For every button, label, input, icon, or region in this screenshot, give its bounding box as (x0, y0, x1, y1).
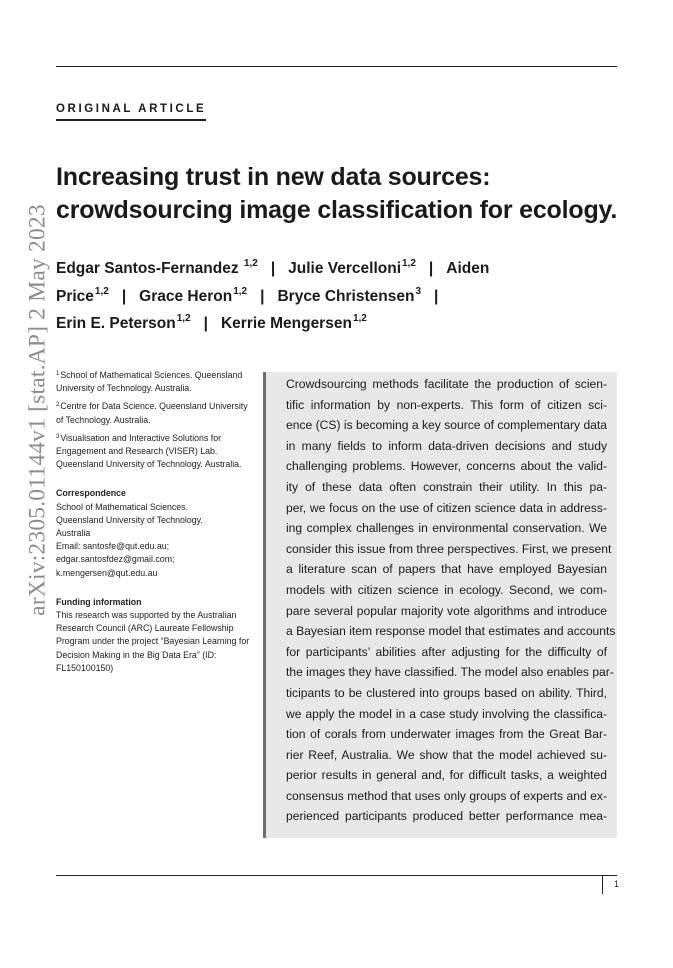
affiliation-text: School of Mathematical Sciences. Queensland University of Technology. Australia. (56, 370, 243, 394)
correspondence-email[interactable]: edgar.santosfdez@gmail.com; (56, 554, 175, 565)
article-category: ORIGINAL ARTICLE (56, 103, 206, 121)
funding-text: This research was supported by the Australian Research Council (ARC) Laureate Fellowship Program under the project “Bayesian Learning for Decision Making in the Big Data Era” (ID: FL150100150) (56, 610, 250, 673)
abstract-line: models with citizen science in ecology. Second, we com- (286, 582, 607, 597)
abstract-line: the images they have classified. The model also enables par- (286, 665, 614, 680)
abstract-line: pare several popular majority vote algorithms and introduce (286, 603, 607, 618)
author-line (56, 255, 526, 283)
author-list (56, 255, 526, 338)
abstract-line: per, we focus on the use of citizen science data in address- (286, 500, 607, 515)
footer-rule (56, 875, 617, 876)
author-name: Grace Heron (139, 287, 233, 305)
author-separator: | (428, 260, 434, 277)
sidebar-info (56, 369, 251, 675)
author-affiliation: 1,2 (352, 313, 367, 324)
author-name: Erin E. Peterson (56, 315, 176, 332)
correspondence-line: Queensland University of Technology. (56, 514, 203, 525)
author-line (56, 310, 526, 338)
abstract-line: ing complex challenges in environmental conservation. We (286, 521, 607, 536)
author-affiliation: 1,2 (243, 258, 258, 269)
author-name: Julie Vercelloni (288, 260, 402, 277)
affiliation-number: 3 (56, 433, 60, 440)
author-affiliation: 1,2 (176, 313, 191, 324)
affiliation (56, 432, 251, 472)
author-separator: | (434, 287, 439, 305)
abstract-line: we apply the model in a case study involving the classifica- (286, 706, 607, 721)
author-separator: | (203, 315, 208, 332)
affiliation-number: 1 (56, 371, 60, 377)
title-line: Increasing trust in new data sources: (56, 163, 491, 191)
correspondence-email[interactable]: Email: santosfe@qut.edu.au; (56, 541, 170, 552)
abstract-line: tific information by non-experts. This form of citizen sci- (286, 397, 607, 412)
abstract (263, 372, 617, 838)
title-line: crowdsourcing image classification for ecology. (56, 196, 618, 224)
abstract-line: perienced participants produced better performance mea- (286, 809, 607, 824)
correspondence-line: Australia (56, 528, 91, 539)
correspondence-line: School of Mathematical Sciences. (56, 501, 189, 512)
correspondence-heading: Correspondence (56, 488, 126, 499)
author-separator: | (260, 287, 265, 305)
affiliation (56, 369, 251, 395)
author-affiliation: 1,2 (233, 285, 248, 297)
abstract-line: perior results in general and, for difficult tasks, a weighted (286, 768, 607, 783)
abstract-line: ticipants to be clustered into groups based on ability. Third, (286, 685, 607, 700)
abstract-line: a Bayesian item response model that estimates and accounts (286, 624, 616, 639)
author-line (56, 283, 526, 311)
author-name: Bryce Christensen (277, 287, 415, 305)
abstract-line: rier Reef, Australia. We show that the model achieved su- (286, 747, 607, 762)
abstract-line: for participants’ abilities after adjusting for the difficulty of (286, 644, 607, 659)
correspondence-email[interactable]: k.mengersen@qut.edu.au (56, 567, 158, 578)
abstract-line: challenging problems. However, concerns about the valid- (286, 459, 607, 474)
paper-title (56, 161, 616, 227)
funding-heading: Funding information (56, 596, 142, 607)
arxiv-stamp[interactable]: arXiv:2305.01144v1 [stat.AP] 2 May 2023 (24, 204, 51, 616)
affiliation (56, 400, 251, 426)
abstract-line: Crowdsourcing methods facilitate the production of scien- (286, 377, 607, 391)
author-separator: | (270, 260, 276, 277)
page-number: 1 (602, 875, 619, 894)
author-name-last: Price (56, 287, 94, 305)
abstract-line: in many fields to inform data-driven decisions and study (286, 438, 607, 453)
author-affiliation: 1,2 (402, 258, 416, 269)
author-affiliation: 1,2 (94, 285, 109, 297)
abstract-line: tion of corals from underwater images from the Great Bar- (286, 727, 607, 742)
abstract-line: a literature scan of papers that have employed Bayesian (286, 562, 607, 577)
affiliation-text: Centre for Data Science. Queensland University of Technology. Australia. (56, 401, 248, 425)
author-affiliation: 3 (415, 285, 422, 297)
abstract-line: ity of these data often constrain their utility. In this pa- (286, 479, 607, 494)
author-name-first: Aiden (446, 260, 490, 277)
author-name: Edgar Santos-Fernandez (56, 260, 239, 277)
author-separator: | (121, 287, 127, 305)
abstract-line: consider this issue from three perspectives. First, we present (286, 541, 612, 556)
affiliation-text: Visualisation and Interactive Solutions for Engagement and Research (VISER) Lab. Queensland University of Technology. Australia. (56, 432, 242, 470)
abstract-line: consensus method that uses only groups of experts and ex- (286, 788, 607, 803)
author-name: Kerrie Mengersen (220, 315, 352, 332)
affiliation-number: 2 (56, 402, 60, 409)
abstract-line: ence (CS) is becoming a key source of complementary data (286, 418, 607, 433)
header-rule (56, 66, 617, 67)
